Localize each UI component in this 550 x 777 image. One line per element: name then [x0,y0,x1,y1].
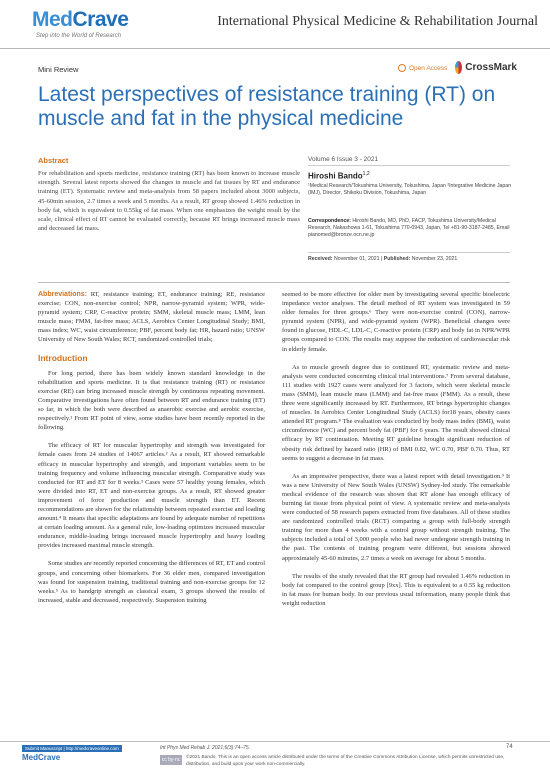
body-column-left [38,290,265,614]
paragraph: For long period, there has been widely known standard knowledge in the rehabilitation and sports medicine. It is that resistance training (RT) or resistance exercise (RE) can bring increased muscle strength by continuous repeating movement. Comparative investigations have often found between RT and endurance training (ET) so far, in which the both were described as anaerobic exercise and aerobic exercise, respectively.¹ From RT point of view, some studies have been recently reported in the following. [38,369,265,432]
abbreviations-text: RT, resistance training; ET, endurance training; RE, resistance exercise; CON, non-exercise control; NPR, narrow-pyramid system; WPR, wide-pyramid system; CRP, C-reactive protein; SMM, skeletal muscle mass; LMM, lean muscle mass; FMM, fat-free mass; ACLS, Aerobics Center Longitudinal Study; BMI, mass index; WC, waist circumference; PBF, percent body fat; HR, hazard ratio; UNSW University of New South Wales; RCT, randomized controlled trials; [38,291,265,344]
logo-crave-text: Crave [72,8,129,31]
header-divider [0,48,550,49]
paragraph: As an impressive perspective, there was a latest report with detail investigation.⁹ It was a new University of New South Wales (UNSW) Sydney-led study. The remarkable medical evidence of the research was shown that RT alone has enough efficacy of burning fat tissue from physical point of view. A systematic review and meta-analysis were conducted of 58 research papers extracted from five databases. All of these studies are randomized controlled trials (RCT) comparing a group with full-body strength training for more than 4 weeks with a control group without strength training. The subjects included a total of 3,000 people who had never undergone strength training in the past. The contents of training program were different, but sessions showed approximately 45-60 minutes, 2.7 times a week on average for about 5 months. [282,472,510,562]
footer-divider [0,741,550,742]
received-label: Received: [308,256,333,262]
license-text: ©2021 Bando. This is an open access article distributed under the terms of the Creative Commons Attribution License, which permits unrestricted use, distribution, and build upon your work non-commercially. [186,755,505,767]
paragraph: As to muscle growth degree due to continued RT, systematic review and meta-analysis were conducted concerning clinical trial interventions.⁷ From several database, 111 studies with 1927 cases were analyzed for 3 factors, which were skeletal muscle mass (SMM), lean muscle mass (LMM) and fat-free mass (FMM). As a result, these three were significantly increased by RT. Furthermore, RT brings hypertrophic changes of muscles. In Aerobics Center Longitudinal Study (ACLS) for18 years, obesity cases attended RT program.⁸ The evaluation was conducted by body mass index (BMI), waist circumference (WC) and percent body fat (PBF) for 6 years. The result showed clinical efficacy by RT continuation. Meeting RT guideline brought significant reduction of obesity risk defined by hazard ratio (HR) of BMI 0.82, WC 0.70, PBF 0.70. Thus, RT seems to suggest a decrease in fat mass. [282,363,510,462]
abbreviations [38,290,265,345]
sidebar-divider-2 [308,252,510,253]
author-affiliation: ¹Medical Research/Tokushima University, Tokushima, Japan ²Integrative Medicine Japan (IMJ), Director, Shikoku Division, Tokushima, Japan [308,183,512,197]
submit-manuscript-link[interactable]: Submit Manuscript | http://medcraveonline.com [22,745,122,752]
footer-citation: Int Phys Med Rehab J. 2021;6(3):74–75. [160,745,251,751]
body-column-right [282,290,510,617]
correspondence-label: Correspondence: [308,218,351,224]
introduction-heading: Introduction [38,352,88,363]
author-name [308,171,370,181]
author-sup: 1,2 [362,171,370,177]
paragraph: Some studies are recently reported concerning the differences of RT, ET and control groups, and concerning other biomarkers. For 36 elder men, compared investigation was found for suspension training, traditional training and non-exercise groups for 12 weeks.⁵ As to handgrip strength as classical exam, 3 groups showed the results of increased, stable and decreased, respectively. Suspension training [38,560,265,604]
medcrave-logo[interactable] [32,8,128,32]
volume-info: Volume 6 Issue 3 - 2021 [308,156,379,163]
section-divider [38,282,510,283]
open-access-icon [398,64,406,72]
cc-license-icon[interactable]: cc by-nc [161,757,181,763]
abstract-text: For rehabilitation and sports medicine, resistance training (RT) has been known to increase muscle strength. Several latest reports showed the changes in muscle and fat tissues by RT and endurance training (ET). Systematic review and meta-analysis from 58 papers included about 3000 subjects, 45-60min session, 2.7 times a week and 5 months. As a result, RT group showed 1.46% reduction in body fat, which is equivalent to 0.55kg of fat mass. When one emphasizes the weight result by the scale, clinical effect of RT cannot be evaluated correctly, because RT brings increased muscle mass and decreased fat mass. [38,170,300,233]
sidebar-divider [308,165,510,166]
received-date: November 01, 2021 [333,256,380,262]
published-label: Published: [383,256,411,262]
abbreviations-heading: Abbreviations: [38,291,88,298]
crossmark-button[interactable] [455,59,517,75]
footer-brand: MedCrave [22,753,61,762]
paragraph: The results of the study revealed that the RT group had revealed 1.46% reduction in body fat compared to the control group [9xx]. This is equivalent to a 0.55 kg reduction in fat mass for human body. In our previous usual information, many people think that weight reduction [282,572,510,607]
logo-med-text: Med [32,8,73,31]
correspondence-text: Hiroshi Bando, MD, PhD, FACP, Tokushima University/Medical Research, Nakashowa 1-61, Tokushima 770-0943, Japan, Tel +81-90-3187-2485, Email pianomed@bronze.ocn.ne.jp [308,218,510,239]
author-name-text: Hiroshi Bando [308,171,363,181]
page-number: 74 [506,744,513,750]
abstract-heading: Abstract [38,156,69,165]
paragraph: The efficacy of RT for muscular hypertrophy and strength was investigated for female cases from 24 studies of 14067 articles.² As a result, RT showed remarkable efficacy in muscular hypertrophy and strength, and important variables seem to be training frequency and volume influencing muscular strength. Comparative study was conducted for RT and ET for 8 weeks.³ Cases were 57 healthy young females, which were divided into RT, ET and non-exercise groups. As a result, RT showed greater improvement of force production and muscle strength than ET. Recent recommendations are shown for the relationship between repeated exercise and loading amount.⁴ It means that specific adaptations are found by adequate number of repetitions at certain loading amount. As a general rule, low-loading optimizes increased muscular endurance, middle-loading brings increased muscle hypertrophy and heavy loading provides increased maximal muscle strength. [38,442,265,550]
journal-name: International Physical Medicine & Rehabilitation Journal [217,14,538,29]
paragraph: seemed to be more effective for older men by investigating several specific bioelectric impedance vector analyses. The detail method of RT system was investigated in 59 older females for three groups.⁶ They were non-exercise control (CON), narrow-pyramid system (NPR), and wide-pyramid system (WPR). Beneficial changes were found in glucose, HDL-C, LDL-C, C-reactive protein (CRP) and body fat in NPR/WPR groups compared to CON. The results may suppose the reduction of cardiovascular risk in elderly female. [282,291,510,353]
dates: Received: November 01, 2021 | Published: November 23, 2021 [308,256,458,262]
article-type: Mini Review [38,65,79,74]
logo-tagline: Step into the World of Research [36,33,122,39]
crossmark-icon [455,61,462,74]
published-date: November 23, 2021 [411,256,458,262]
article-title: Latest perspectives of resistance training (RT) on muscle and fat in the physical medicine [38,83,496,130]
correspondence [308,218,518,240]
crossmark-label: CrossMark [465,61,517,73]
open-access-label: Open Access [409,64,448,72]
open-access-badge [398,64,447,72]
